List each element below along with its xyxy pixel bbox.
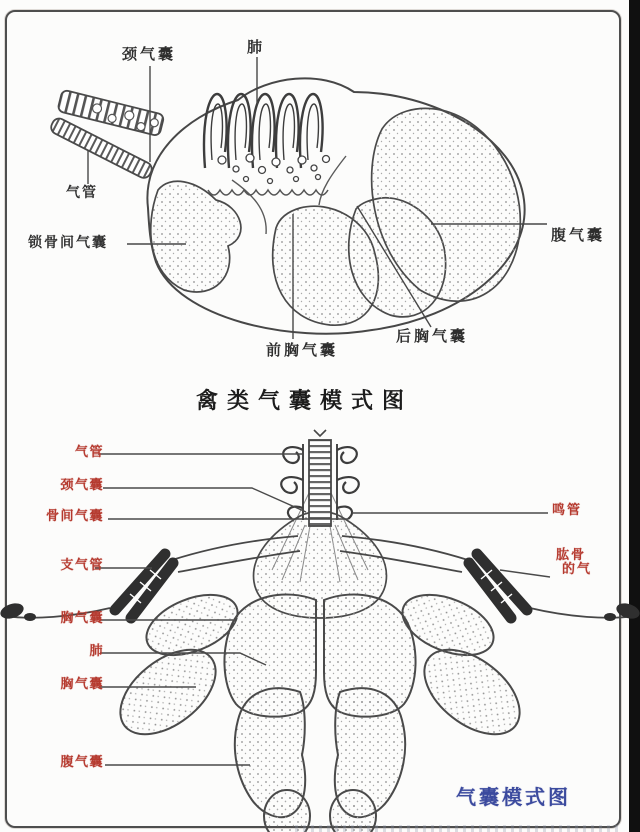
- label-interclavicular-air-sac-ventral: 骨间气囊: [45, 509, 104, 524]
- lung-loops: [204, 94, 329, 195]
- label-abdominal-air-sac: 腹气囊: [551, 226, 606, 244]
- label-thoracic-air-sac-lower: 胸气囊: [60, 677, 104, 692]
- label-cervical-air-sac: 颈气囊: [122, 45, 177, 63]
- label-lung: 肺: [247, 38, 266, 56]
- cropped-watermark-strip: [295, 825, 620, 832]
- label-thoracic-air-sac-upper: 胸气囊: [60, 611, 104, 626]
- label-abdominal-air-sac-ventral: 腹气囊: [60, 755, 104, 770]
- label-humerus-line1: 肱骨: [556, 548, 587, 563]
- label-posterior-thoracic-air-sac: 后胸气囊: [396, 327, 469, 345]
- label-anterior-thoracic-air-sac: 前胸气囊: [266, 341, 339, 359]
- bottom-diagram-caption: 气囊模式图: [456, 785, 571, 809]
- label-lung-ventral: 肺: [89, 644, 104, 659]
- label-trachea: 气管: [66, 185, 98, 201]
- label-humerus-air-sac: [556, 549, 592, 578]
- label-cervical-air-sac-ventral: 颈气囊: [60, 478, 104, 493]
- label-interclavicular-air-sac: 锁骨间气囊: [28, 235, 108, 251]
- label-bronchus: 支气管: [60, 558, 104, 573]
- label-humerus-line2: 的气: [562, 562, 593, 578]
- air-sac-blobs: [151, 108, 521, 325]
- label-trachea-ventral: 气管: [74, 445, 104, 460]
- top-diagram-title: 禽类气囊模式图: [196, 389, 414, 414]
- label-syrinx: 鸣管: [552, 503, 583, 518]
- ventral-trachea: [281, 430, 359, 526]
